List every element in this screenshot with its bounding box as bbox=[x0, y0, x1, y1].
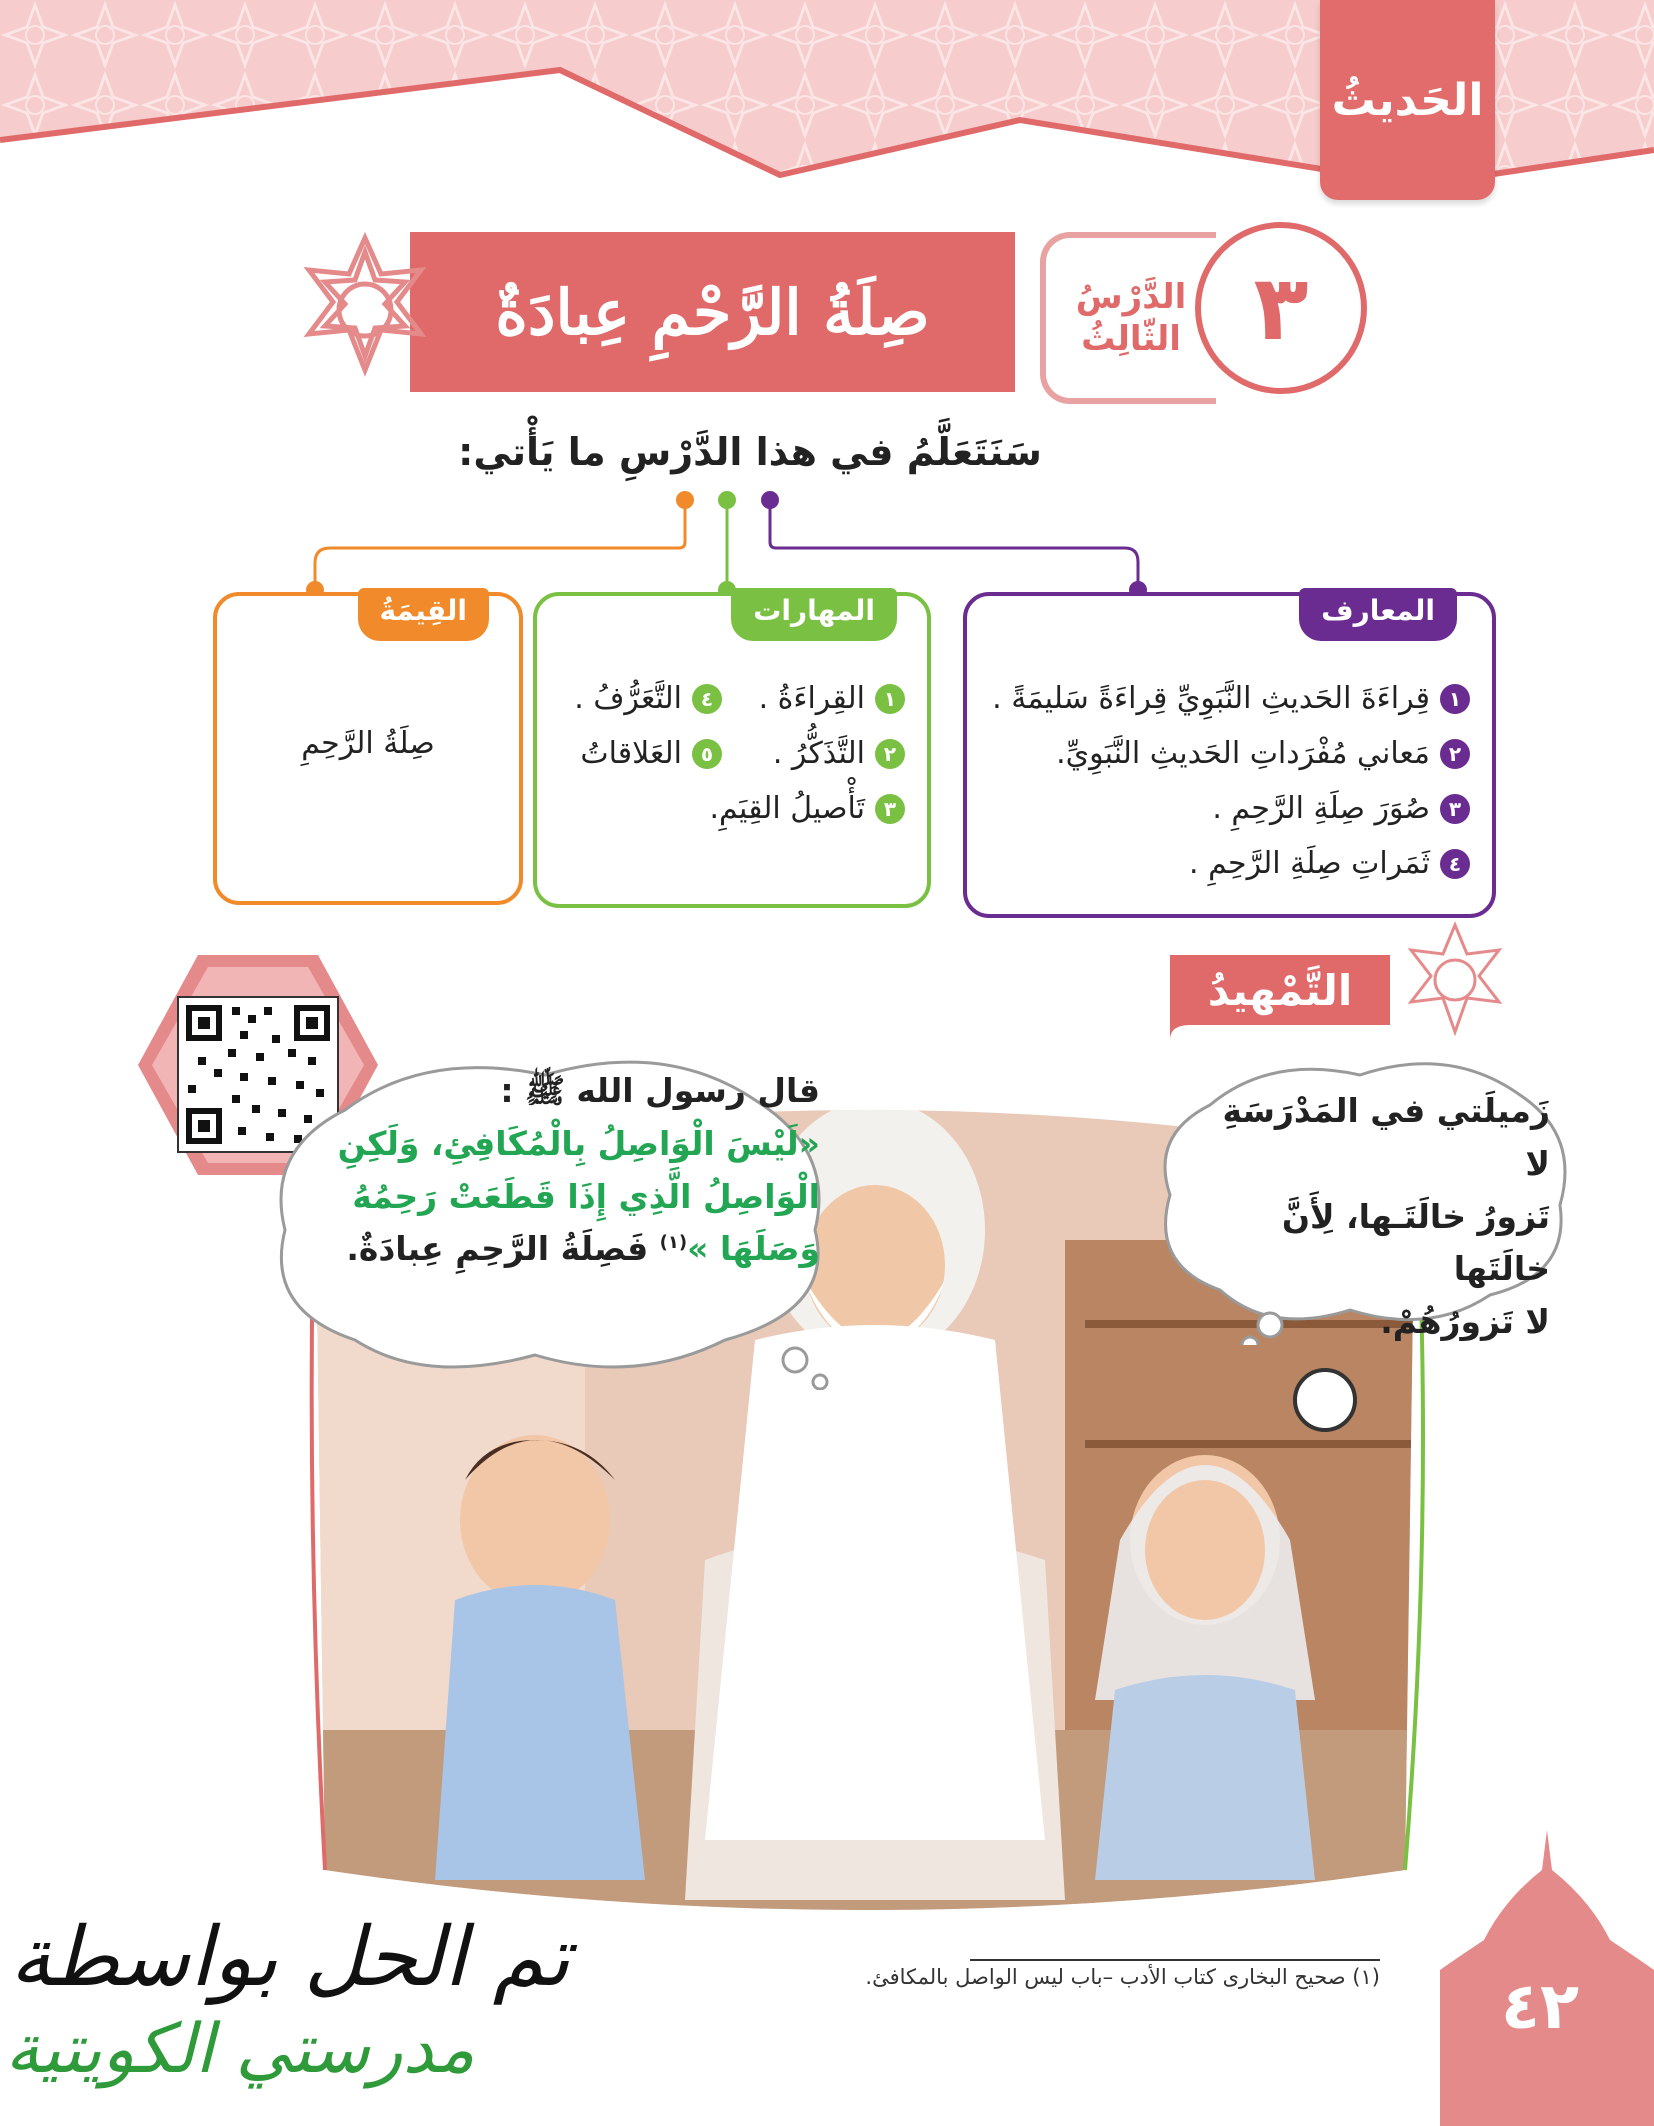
number-badge: ٢ bbox=[875, 739, 905, 769]
page-number: ٤٢ bbox=[1500, 1970, 1580, 2044]
skills-item-text: القِراءَةُ . bbox=[758, 681, 865, 716]
hadith-line1: «لَيْسَ الْوَاصِلُ بِالْمُكَافِئِ، وَلَكِنِ bbox=[337, 1123, 820, 1163]
rosette-ornament-icon bbox=[1395, 920, 1515, 1040]
number-badge: ٣ bbox=[875, 794, 905, 824]
bubble-left-intro: قال رسول الله ﷺ : bbox=[500, 1071, 820, 1110]
skills-item-text: العَلاقاتُ bbox=[580, 736, 682, 771]
skills-item-text: التَّعَرُّفُ . bbox=[574, 681, 682, 716]
watermark-line2: مدرستي الكويتية bbox=[5, 2010, 475, 2089]
value-text: صِلَةُ الرَّحِمِ bbox=[301, 726, 435, 761]
value-tag: القِيمَةُ bbox=[358, 588, 489, 641]
skills-item-1 bbox=[759, 681, 905, 716]
knowledge-item-text: صُوَرَ صِلَةِ الرَّحِمِ . bbox=[1212, 791, 1430, 826]
number-badge: ٣ bbox=[1440, 794, 1470, 824]
number-badge: ٤ bbox=[1440, 849, 1470, 879]
bubble-right-text bbox=[1190, 1085, 1550, 1349]
lesson-label bbox=[1040, 232, 1216, 404]
tamheed-title: التَّمْهيدُ bbox=[1207, 965, 1353, 1015]
rosette-ornament-icon bbox=[285, 230, 445, 390]
bubble-left-text bbox=[300, 1065, 820, 1276]
number-badge: ٢ bbox=[1440, 739, 1470, 769]
hadith-line3 bbox=[300, 1223, 820, 1276]
hadith-line3-rest: فَصِلَةُ الرَّحِمِ عِبادَةٌ. bbox=[346, 1229, 660, 1269]
knowledge-item-3 bbox=[1212, 791, 1470, 826]
number-badge: ٤ bbox=[692, 684, 722, 714]
skills-tag: المهارات bbox=[731, 588, 897, 641]
lesson-title: صِلَةُ الرَّحْمِ عِبادَةٌ bbox=[410, 232, 1015, 392]
skills-box bbox=[533, 592, 931, 908]
bubble-right-line1: زَميلَتي في المَدْرَسَةِ لا bbox=[1222, 1091, 1550, 1183]
knowledge-item-4 bbox=[1189, 846, 1470, 881]
skills-item-4 bbox=[574, 681, 722, 716]
footnote-ref: (١) bbox=[659, 1232, 688, 1254]
bubble-right-line2: تَزورُ خالَتَـها، لِأَنَّ خالَتَها bbox=[1281, 1196, 1550, 1289]
knowledge-box bbox=[963, 592, 1496, 918]
knowledge-item-text: ثَمَراتِ صِلَةِ الرَّحِمِ . bbox=[1189, 846, 1430, 881]
footnote-divider bbox=[970, 1959, 1380, 1961]
hadith-line3-end: وَصَلَهَا » bbox=[687, 1229, 820, 1269]
intro-text: سَنَتَعَلَّمُ في هذا الدَّرْسِ ما يَأْتي: bbox=[458, 430, 1042, 474]
value-box bbox=[213, 592, 523, 905]
knowledge-item-1 bbox=[992, 681, 1470, 716]
knowledge-item-text: مَعاني مُفْرَداتِ الحَديثِ النَّبَوِيِّ. bbox=[1056, 736, 1430, 771]
lesson-number: ٣ bbox=[1195, 222, 1367, 394]
section-tab: الحَديثُ bbox=[1320, 0, 1495, 200]
watermark-line1: تم الحل بواسطة bbox=[9, 1910, 571, 2005]
knowledge-item-text: قِراءَةَ الحَديثِ النَّبَوِيِّ قِراءَةً سَليمَةً . bbox=[992, 681, 1430, 716]
skills-item-5 bbox=[580, 736, 722, 771]
skills-item-text: تَأْصيلُ القِيَمِ. bbox=[709, 791, 865, 826]
number-badge: ٥ bbox=[692, 739, 722, 769]
number-badge: ١ bbox=[875, 684, 905, 714]
knowledge-tag: المعارف bbox=[1299, 588, 1457, 641]
lesson-label-line1: الدَّرْسُ bbox=[1075, 276, 1187, 317]
skills-item-text: التَّذَكُّرُ . bbox=[772, 736, 865, 771]
footnote: (١) صحيح البخارى كتاب الأدب –باب ليس الواصل بالمكافئ. bbox=[865, 1965, 1380, 1989]
knowledge-item-2 bbox=[1056, 736, 1470, 771]
hadith-line2: الْوَاصِلُ الَّذِي إِذَا قَطَعَتْ رَحِمُهُ bbox=[352, 1176, 820, 1216]
connector-lines bbox=[300, 490, 1150, 600]
lesson-label-line2: الثّالِثُ bbox=[1081, 319, 1181, 359]
skills-item-3 bbox=[710, 791, 905, 826]
number-badge: ١ bbox=[1440, 684, 1470, 714]
skills-item-2 bbox=[773, 736, 905, 771]
bubble-right-line3: لا تَزورُهُمْ. bbox=[1380, 1302, 1550, 1342]
